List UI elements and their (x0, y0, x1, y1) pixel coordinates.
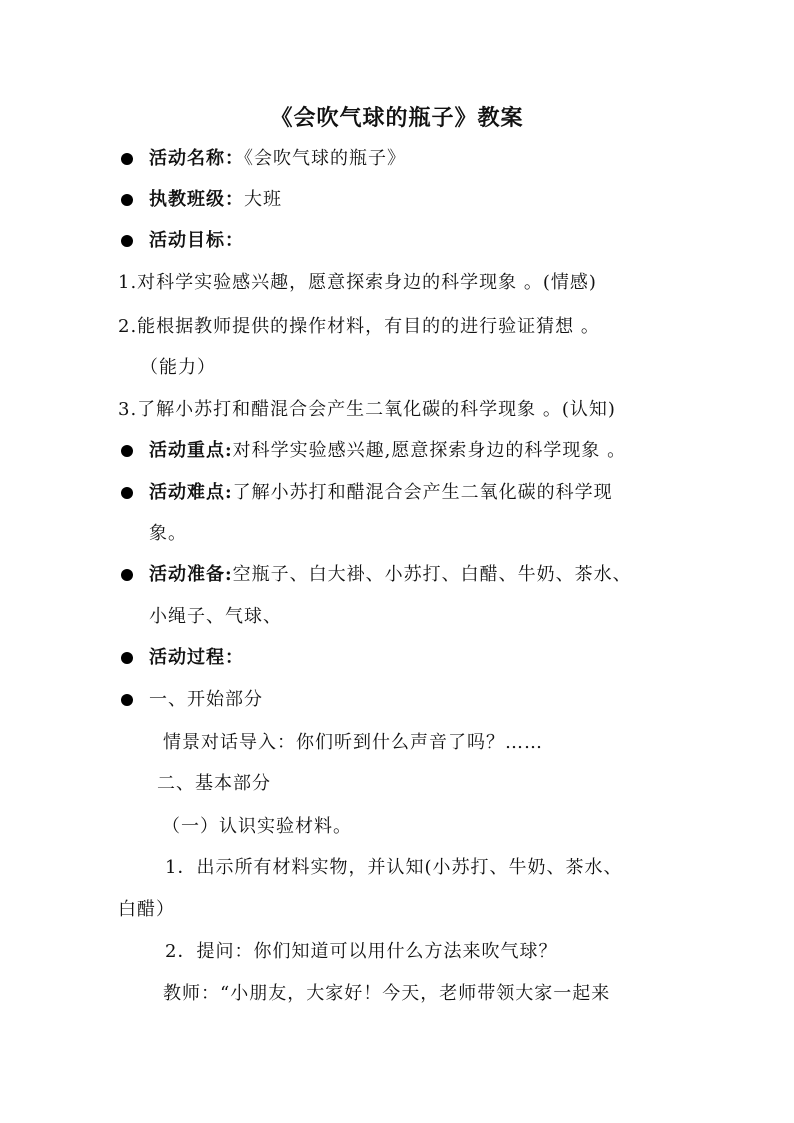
process-step1: 1．出示所有材料实物，并认知(小苏打、牛奶、茶水、 (165, 857, 623, 878)
process-step1-cont: 白醋） (118, 899, 175, 920)
difficulty-label: 活动难点: (149, 482, 233, 503)
bullet-icon (121, 652, 133, 664)
prep-value: 空瓶子、白大褂、小苏打、白醋、牛奶、茶水、 (232, 564, 632, 585)
process-label: 活动过程： (149, 647, 244, 668)
activity-name-label: 活动名称： (149, 148, 244, 169)
process-part1: 一、开始部分 (149, 689, 263, 710)
class-value: 大班 (244, 189, 282, 210)
page-title: 《会吹气球的瓶子》教案 (270, 105, 524, 131)
process-sub1: （一）认识实验材料。 (162, 816, 352, 837)
bullet-icon (121, 694, 133, 706)
goal-item: （能力） (140, 357, 216, 378)
bullet-icon (121, 445, 133, 457)
goals-label: 活动目标： (149, 230, 244, 251)
key-point-line (149, 439, 626, 463)
difficulty-cont: 象。 (149, 523, 187, 544)
goal-item: 2.能根据教师提供的操作材料，有目的的进行验证猜想 。 (118, 316, 600, 337)
bullet-icon (121, 569, 133, 581)
process-step2: 2．提问：你们知道可以用什么方法来吹气球？ (165, 941, 558, 962)
goal-item: 3.了解小苏打和醋混合会产生二氧化碳的科学现象 。(认知) (118, 399, 616, 420)
prep-label: 活动准备: (149, 564, 233, 585)
difficulty-line (149, 481, 613, 505)
activity-name-value: 《会吹气球的瓶子》 (244, 148, 406, 169)
goal-item: 1.对科学实验感兴趣，愿意探索身边的科学现象 。(情感) (118, 272, 597, 293)
class-label: 执教班级： (149, 189, 244, 210)
activity-name-line (149, 147, 406, 171)
prep-cont: 小绳子、气球、 (149, 606, 282, 627)
bullet-icon (121, 487, 133, 499)
process-part2: 二、基本部分 (157, 773, 271, 794)
difficulty-value: 了解小苏打和醋混合会产生二氧化碳的科学现 (232, 482, 613, 503)
bullet-icon (121, 235, 133, 247)
class-line (149, 188, 282, 212)
bullet-icon (121, 153, 133, 165)
prep-line (149, 563, 632, 587)
process-teacher: 教师：“小朋友，大家好！今天，老师带领大家一起来 (163, 983, 611, 1004)
process-intro: 情景对话导入：你们听到什么声音了吗？…… (163, 732, 543, 753)
key-point-value: 对科学实验感兴趣,愿意探索身边的科学现象 。 (232, 440, 627, 461)
key-point-label: 活动重点: (149, 440, 233, 461)
bullet-icon (121, 194, 133, 206)
